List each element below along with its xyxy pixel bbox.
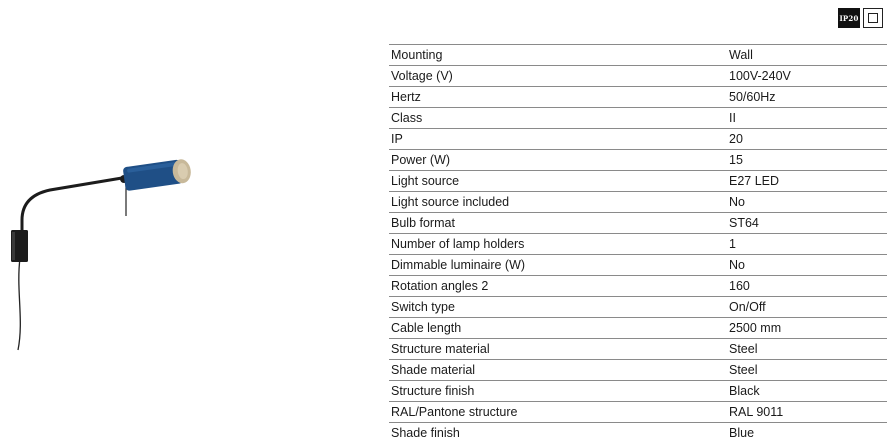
spec-label: Number of lamp holders <box>389 234 727 255</box>
spec-value: 15 <box>727 150 887 171</box>
spec-row <box>389 276 887 297</box>
spec-row <box>389 87 887 108</box>
spec-row <box>389 297 887 318</box>
spec-label: Shade finish <box>389 423 727 444</box>
spec-value: 50/60Hz <box>727 87 887 108</box>
spec-value: E27 LED <box>727 171 887 192</box>
spec-value: Black <box>727 381 887 402</box>
spec-row <box>389 192 887 213</box>
spec-row <box>389 381 887 402</box>
spec-value: 100V-240V <box>727 66 887 87</box>
spec-row <box>389 255 887 276</box>
spec-label: Structure finish <box>389 381 727 402</box>
spec-value: 160 <box>727 276 887 297</box>
spec-row <box>389 129 887 150</box>
spec-value: RAL 9011 <box>727 402 887 423</box>
spec-row <box>389 45 887 66</box>
spec-value: Wall <box>727 45 887 66</box>
spec-label: Light source included <box>389 192 727 213</box>
spec-label: Bulb format <box>389 213 727 234</box>
spec-label: Power (W) <box>389 150 727 171</box>
spec-label: Switch type <box>389 297 727 318</box>
spec-value: Blue <box>727 423 887 444</box>
class-ii-double-square-icon <box>863 8 883 28</box>
spec-label: Dimmable luminaire (W) <box>389 255 727 276</box>
class-ii-inner-square <box>868 13 878 23</box>
spec-value: No <box>727 192 887 213</box>
spec-label: RAL/Pantone structure <box>389 402 727 423</box>
spec-row <box>389 234 887 255</box>
spec-label: Shade material <box>389 360 727 381</box>
spec-row <box>389 360 887 381</box>
certification-badges <box>838 8 883 28</box>
wall-lamp-icon <box>0 150 200 370</box>
spec-label: Hertz <box>389 87 727 108</box>
wall-lamp-image <box>0 150 200 370</box>
spec-value: Steel <box>727 339 887 360</box>
specifications-table <box>389 44 887 444</box>
spec-row <box>389 423 887 444</box>
spec-row <box>389 150 887 171</box>
spec-label: Voltage (V) <box>389 66 727 87</box>
spec-label: IP <box>389 129 727 150</box>
spec-value: 20 <box>727 129 887 150</box>
spec-label: Structure material <box>389 339 727 360</box>
spec-row <box>389 318 887 339</box>
spec-label: Mounting <box>389 45 727 66</box>
spec-label: Rotation angles 2 <box>389 276 727 297</box>
spec-value: 2500 mm <box>727 318 887 339</box>
spec-row <box>389 171 887 192</box>
spec-value: Steel <box>727 360 887 381</box>
spec-label: Light source <box>389 171 727 192</box>
spec-row <box>389 213 887 234</box>
spec-label: Class <box>389 108 727 129</box>
specifications-table-body <box>389 45 887 444</box>
spec-row <box>389 66 887 87</box>
spec-row <box>389 108 887 129</box>
spec-label: Cable length <box>389 318 727 339</box>
spec-value: No <box>727 255 887 276</box>
spec-value: 1 <box>727 234 887 255</box>
spec-value: On/Off <box>727 297 887 318</box>
spec-value: ST64 <box>727 213 887 234</box>
spec-value: II <box>727 108 887 129</box>
spec-row <box>389 402 887 423</box>
ip20-badge-icon: IP20 <box>838 8 860 28</box>
spec-row <box>389 339 887 360</box>
